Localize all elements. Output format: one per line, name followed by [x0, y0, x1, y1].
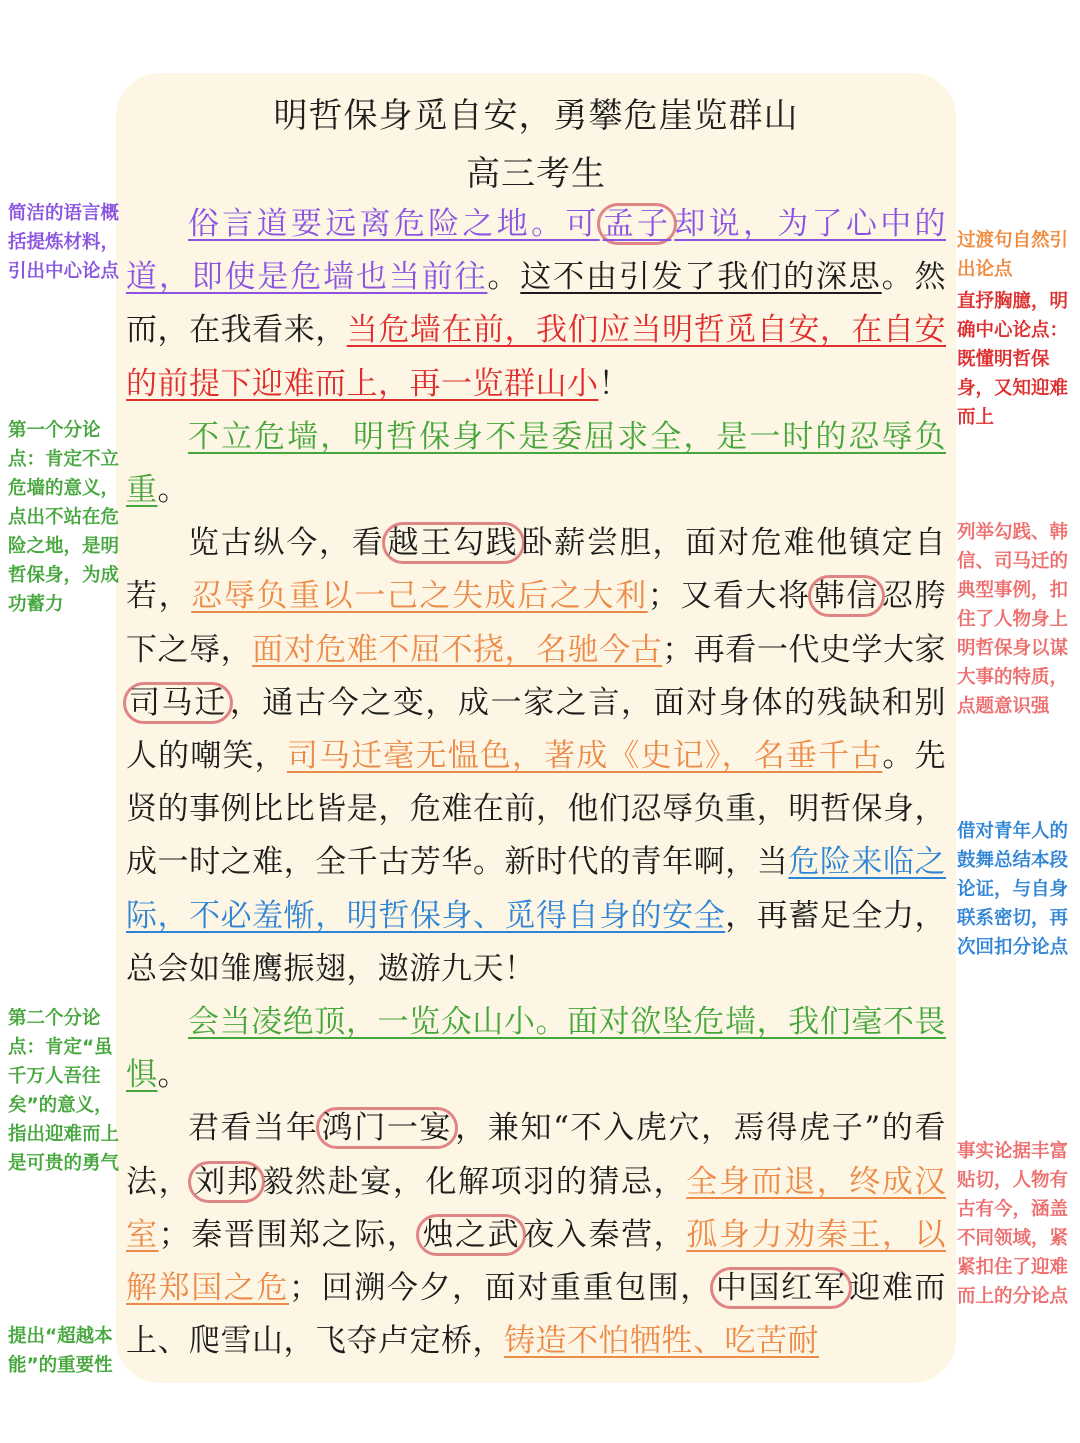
circled-hanxin: 韩信 — [808, 575, 885, 617]
circled-mengzi: 孟子 — [597, 203, 678, 245]
example-simaqian-highlight: 司马迁毫无愠色，著成《史记》，名垂千古 — [286, 738, 883, 775]
example-zhuzhiwu-highlight: 孤身力劝秦王，以解郑国之危 — [126, 1216, 947, 1307]
note-left-subthesis-2: 第二个分论点：肯定“虽千万人吾往矣”的意义，指出迎难而上是可贵的勇气 — [8, 1008, 120, 1174]
note-left-instinct: 提出“超越本能”的重要性 — [8, 1326, 113, 1376]
circled-hongmen: 鸿门一宴 — [316, 1107, 459, 1149]
note-right-examples: 列举勾践、韩信、司马迁的典型事例，扣住了人物身上明哲保身以谋大事的特质，点题意识强 — [957, 522, 1069, 717]
note-left-subthesis-1: 第一个分论点：肯定不立危墙的意义，点出不站在危险之地，是明哲保身，为成功蓄力 — [8, 420, 120, 615]
example-goujian-highlight: 忍辱负重以一己之失成后之大利 — [191, 578, 648, 615]
note-left-material: 简洁的语言概括提炼材料，引出中心论点 — [8, 203, 120, 282]
essay-title: 明哲保身觅自安，勇攀危崖览群山 — [273, 96, 799, 136]
circled-goujian: 越王勾践 — [382, 522, 525, 564]
note-right-evidence: 事实论据丰富贴切，人物有古有今，涵盖不同领域，紧紧扣住了迎难而上的分论点 — [957, 1141, 1069, 1307]
paragraph-2: 不立危墙，明哲保身不是委屈求全，是一时的忍辱负重。 — [126, 418, 946, 509]
paragraph-5: 君看当年鸿门一宴，兼知“不入虎穴，焉得虎子”的看法，刘邦毅然赴宴，化解项羽的猜忌，全身而退，终成汉室；秦晋围郑之际，烛之武夜入秦营，孤身力劝秦王，以解郑国之危；回溯今夕，面对重重包围，中国红军迎难而上、爬雪山，飞夺卢定桥，铸造不怕牺牲、吃苦耐 — [126, 1102, 946, 1368]
material-summary: 俗言道要远离危险之地。可孟子却说，为了心中的道，即使是危墙也当前往 — [126, 206, 946, 295]
note-right-thesis: 直抒胸臆，明确中心论点：既懂明哲保身，又知迎难而上 — [957, 291, 1069, 428]
essay-body — [126, 198, 946, 1368]
circled-zhuzhiwu: 烛之武 — [416, 1214, 526, 1256]
note-right-transition: 过渡句自然引出论点 — [957, 230, 1069, 280]
essay-author: 高三考生 — [466, 154, 606, 194]
youth-summary: 危险来临之际，不必羞惭，明哲保身、觅得自身的安全 — [126, 844, 947, 934]
circled-simaqian: 司马迁 — [123, 682, 233, 724]
transition-sentence: 这不由引发了我们的深思 — [520, 259, 882, 296]
paragraph-3: 览古纵今，看越王勾践卧薪尝胆，面对危难他镇定自若，忍辱负重以一己之失成后之大利；又看大将韩信忍胯下之辱，面对危难不屈不挠，名驰今古；再看一代史学大家司马迁，通古今之变，成一家之言，面对身体的残缺和别人的嘲笑，司马迁毫无愠色，著成《史记》，名垂千古。先贤的事例比比皆是，危难在前，他们忍辱负重，明哲保身，成一时之难，全千古芳华。新时代的青年啊，当危险来临之际，不必羞惭，明哲保身、觅得自身的安全，再蓄足全力，总会如雏鹰振翅，遨游九天！ — [126, 517, 946, 996]
central-thesis: 当危墙在前，我们应当明哲觅自安，在自安的前提下迎难而上，再一览群山小 — [126, 312, 946, 402]
example-hongjun-highlight: 铸造不怕牺牲、吃苦耐 — [504, 1323, 819, 1360]
paragraph-1: 俗言道要远离危险之地。可孟子却说，为了心中的道，即使是危墙也当前往。这不由引发了我们的深思。然而，在我看来，当危墙在前，我们应当明哲觅自安，在自安的前提下迎难而上，再一览群山小！ — [126, 198, 946, 411]
note-right-youth: 借对青年人的鼓舞总结本段论证，与自身联系密切，再次回扣分论点 — [957, 821, 1069, 958]
example-liubang-highlight: 全身而退，终成汉室 — [126, 1163, 947, 1253]
circled-hongjun: 中国红军 — [710, 1267, 852, 1309]
example-hanxin-highlight: 面对危难不屈不挠，名驰今古 — [252, 631, 663, 668]
sub-thesis-1: 不立危墙，明哲保身不是委屈求全，是一时的忍辱负重 — [126, 418, 946, 509]
circled-liubang: 刘邦 — [188, 1161, 265, 1203]
paragraph-4: 会当凌绝顶，一览众山小。面对欲坠危墙，我们毫不畏惧。 — [126, 1004, 946, 1094]
sub-thesis-2: 会当凌绝顶，一览众山小。面对欲坠危墙，我们毫不畏惧 — [126, 1004, 946, 1094]
